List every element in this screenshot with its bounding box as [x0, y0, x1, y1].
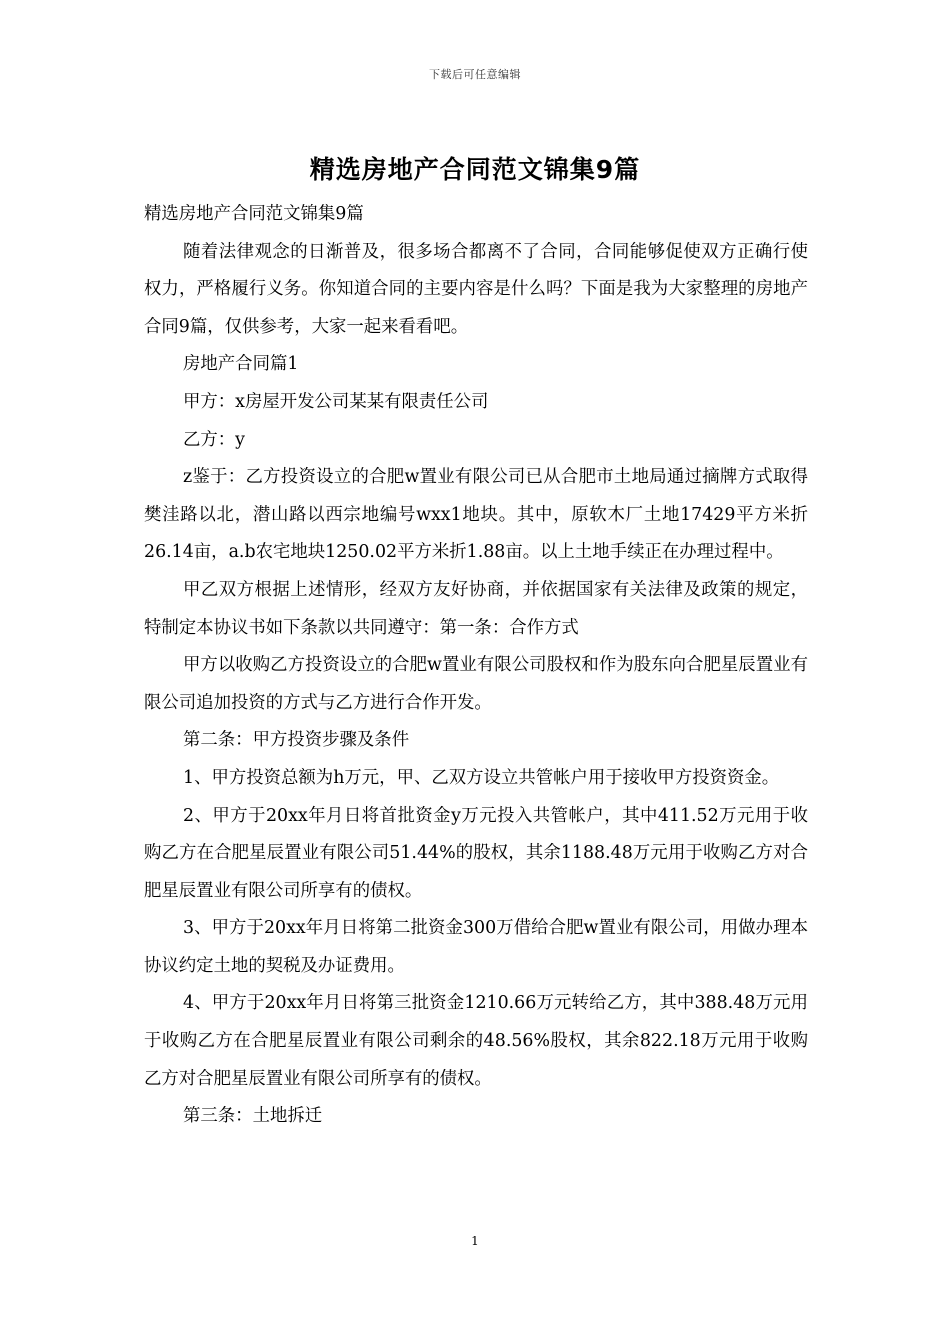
clause-paragraph: 2、甲方于20xx年月日将首批资金y万元投入共管帐户，其中411.52万元用于收购乙方在合肥星辰置业有限公司51.44%的股权，其余1188.48万元用于收购乙方对合肥星辰置业有限公司所享有的债权。: [144, 805, 808, 901]
document-body: [144, 196, 808, 1136]
party-a: 甲方：x房屋开发公司某某有限责任公司: [183, 391, 489, 412]
intro-paragraph: 随着法律观念的日渐普及，很多场合都离不了合同，合同能够促使双方正确行使权力，严格履行义务。你知道合同的主要内容是什么吗？下面是我为大家整理的房地产合同9篇，仅供参考，大家一起来看看吧。: [144, 241, 808, 337]
document-subtitle: 精选房地产合同范文锦集9篇: [144, 204, 364, 224]
document-title: 精选房地产合同范文锦集9篇: [309, 155, 641, 184]
party-b: 乙方：y: [183, 429, 245, 450]
cooperation-paragraph: 甲方以收购乙方投资设立的合肥w置业有限公司股权和作为股东向合肥星辰置业有限公司追加投资的方式与乙方进行合作开发。: [144, 655, 808, 713]
page-number: 1: [471, 1234, 479, 1248]
clause-paragraph: 4、甲方于20xx年月日将第三批资金1210.66万元转给乙方，其中388.48万元用于收购乙方在合肥星辰置业有限公司剩余的48.56%股权，其余822.18万元用于收购乙方对合肥星辰置业有限公司所享有的债权。: [144, 993, 808, 1089]
header-note: 下载后可任意编辑: [429, 68, 521, 81]
clause-paragraph: 1、甲方投资总额为h万元，甲、乙双方设立共管帐户用于接收甲方投资资金。: [183, 767, 780, 788]
agreement-paragraph: 甲乙双方根据上述情形，经双方友好协商，并依据国家有关法律及政策的规定，特制定本协议书如下条款以共同遵守：第一条：合作方式: [144, 579, 808, 638]
clause-paragraph: 3、甲方于20xx年月日将第二批资金300万借给合肥w置业有限公司，用做办理本协议约定土地的契税及办证费用。: [144, 918, 808, 976]
section-heading: 房地产合同篇1: [183, 354, 299, 375]
whereas-paragraph: z鉴于：乙方投资设立的合肥w置业有限公司已从合肥市土地局通过摘牌方式取得樊洼路以北，潜山路以西宗地编号wxx1地块。其中，原软木厂土地17429平方米折26.14亩，a.b农宅地块1250.02平方米折1.88亩。以上土地手续正在办理过程中。: [144, 467, 808, 563]
article-heading: 第二条：甲方投资步骤及条件: [183, 730, 410, 751]
article-heading: 第三条：土地拆迁: [183, 1106, 323, 1127]
